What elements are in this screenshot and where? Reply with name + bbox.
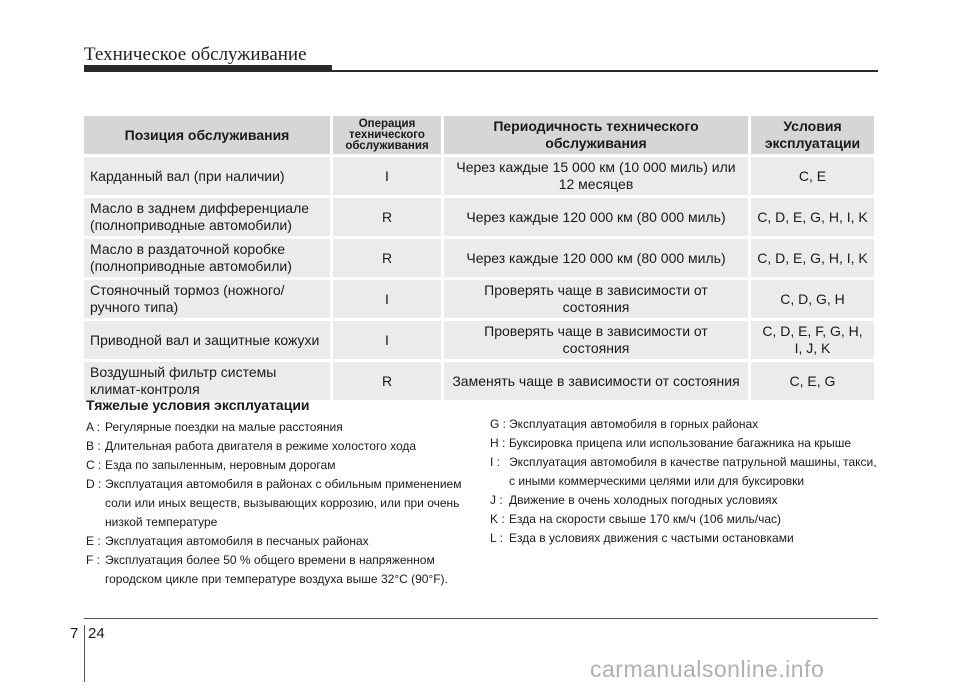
table-row (84, 280, 874, 318)
condition-text: Эксплуатация автомобиля в горных районах (509, 417, 759, 431)
header-item: Позиция обслуживания (84, 116, 330, 154)
conditions-list-right (490, 415, 880, 548)
footer-rule (84, 618, 878, 619)
list-item (490, 529, 880, 548)
cell-interval: Проверять чаще в зависимости от состояния (441, 280, 748, 318)
condition-code: J : (490, 493, 503, 507)
condition-code: I : (490, 455, 501, 469)
table-row (84, 198, 874, 236)
condition-code: D : (86, 477, 102, 491)
condition-text: Езда по запыленным, неровным дорогам (105, 458, 336, 472)
table-row (84, 239, 874, 277)
condition-code: B : (86, 439, 101, 453)
cell-conditions: C, D, E, F, G, H, I, J, K (748, 321, 874, 359)
cell-operation: I (330, 157, 441, 195)
table-row (84, 321, 874, 359)
condition-text: Эксплуатация более 50 % общего времени в напряженном городском цикле при температуре воздуха выше 32°C (90°F). (105, 553, 448, 586)
list-item (86, 456, 486, 475)
cell-operation: R (330, 198, 441, 236)
cell-item: Приводной вал и защитные кожухи (84, 321, 330, 359)
list-item (86, 532, 486, 551)
cell-interval: Заменять чаще в зависимости от состояния (441, 362, 748, 400)
watermark-text: carmanualsonline.info (590, 656, 825, 682)
table-row (84, 157, 874, 195)
header-rule-thick (84, 65, 332, 72)
maintenance-table (84, 113, 874, 403)
cell-operation: R (330, 239, 441, 277)
condition-code: A : (86, 420, 101, 434)
table-row (84, 362, 874, 400)
list-item (490, 453, 880, 491)
condition-text: Эксплуатация автомобиля в качестве патрульной машины, такси, с иными коммерческими целями или для буксировки (509, 455, 877, 488)
cell-interval: Через каждые 15 000 км (10 000 миль) или 12 месяцев (441, 157, 748, 195)
severe-conditions-title: Тяжелые условия эксплуатации (86, 397, 310, 413)
cell-operation: R (330, 362, 441, 400)
condition-text: Эксплуатация автомобиля в песчаных районах (105, 534, 369, 548)
header-rule-thin (332, 70, 878, 72)
cell-operation: I (330, 321, 441, 359)
cell-item: Масло в раздаточной коробке (полноприводные автомобили) (84, 239, 330, 277)
cell-operation: I (330, 280, 441, 318)
header-conditions: Условия эксплуатации (748, 116, 874, 154)
cell-item: Масло в заднем дифференциале (полноприводные автомобили) (84, 198, 330, 236)
cell-interval: Проверять чаще в зависимости от состояния (441, 321, 748, 359)
table-header-row (84, 116, 874, 154)
conditions-list-left (86, 418, 486, 589)
condition-text: Длительная работа двигателя в режиме холостого хода (105, 439, 417, 453)
cell-conditions: C, E, G (748, 362, 874, 400)
condition-code: E : (86, 534, 101, 548)
cell-item: Воздушный фильтр системы климат-контроля (84, 362, 330, 400)
cell-conditions: C, D, G, H (748, 280, 874, 318)
condition-code: L : (490, 531, 503, 545)
condition-text: Езда в условиях движения с частыми остановками (509, 531, 794, 545)
condition-text: Движение в очень холодных погодных условиях (509, 493, 778, 507)
condition-text: Регулярные поездки на малые расстояния (105, 420, 343, 434)
list-item (490, 510, 880, 529)
condition-code: H : (490, 436, 506, 450)
cell-conditions: C, D, E, G, H, I, K (748, 198, 874, 236)
condition-code: F : (86, 553, 100, 567)
cell-item: Карданный вал (при наличии) (84, 157, 330, 195)
page-number: 24 (88, 625, 105, 642)
header-interval: Периодичность технического обслуживания (441, 116, 748, 154)
list-item (86, 551, 486, 589)
list-item (490, 434, 880, 453)
list-item (490, 415, 880, 434)
cell-interval: Через каждые 120 000 км (80 000 миль) (441, 239, 748, 277)
cell-interval: Через каждые 120 000 км (80 000 миль) (441, 198, 748, 236)
list-item (86, 418, 486, 437)
list-item (86, 437, 486, 456)
chapter-number: 7 (70, 625, 79, 642)
cell-conditions: C, E (748, 157, 874, 195)
page-number-divider (84, 625, 85, 682)
list-item (490, 491, 880, 510)
condition-code: G : (490, 417, 507, 431)
section-title: Техническое обслуживание (84, 44, 307, 65)
header-operation: Операция технического обслуживания (330, 116, 441, 154)
list-item (86, 475, 486, 532)
condition-code: C : (86, 458, 102, 472)
condition-code: K : (490, 512, 505, 526)
cell-item: Стояночный тормоз (ножного/ручного типа) (84, 280, 330, 318)
condition-text: Буксировка прицепа или использование багажника на крыше (509, 436, 852, 450)
cell-conditions: C, D, E, G, H, I, K (748, 239, 874, 277)
condition-text: Езда на скорости свыше 170 км/ч (106 миль/час) (509, 512, 782, 526)
condition-text: Эксплуатация автомобиля в районах с обильным применением соли или иных веществ, вызывающих коррозию, или при очень низкой температуре (105, 477, 462, 529)
